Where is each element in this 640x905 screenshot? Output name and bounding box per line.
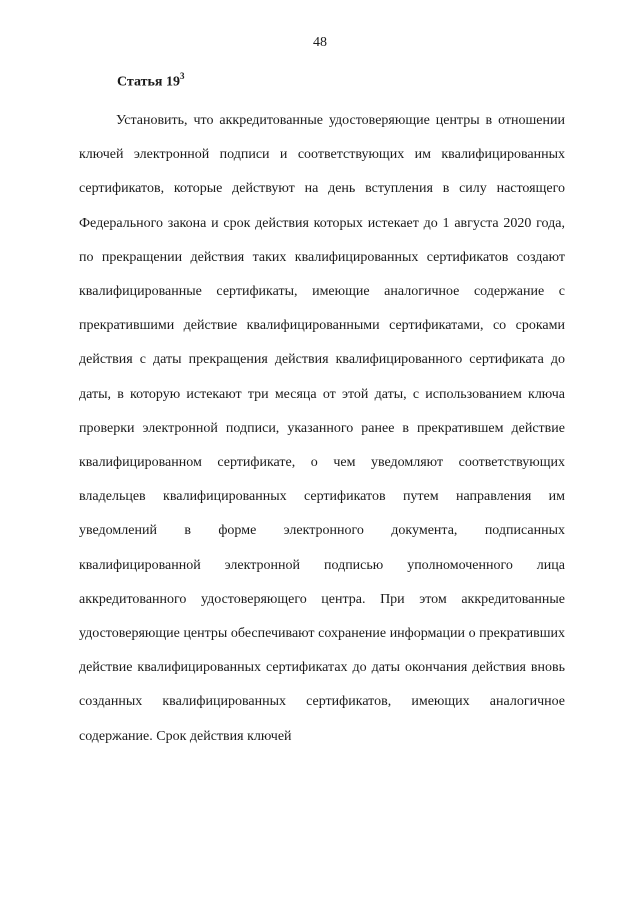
article-title: Статья 19 — [117, 74, 180, 90]
article-title-superscript: 3 — [179, 71, 185, 81]
page-number: 48 — [313, 35, 327, 50]
article-body: Установить, что аккредитованные удостоверяющие центры в отношении ключей электронной подписи и соответствующих им квалифицированных сертификатов, которые действуют на день вступления в силу настоящего Федерального закона и срок действия которых истекает до 1 августа 2020 года, по прекращении действия таких квалифицированных сертификатов создают квалифицированные сертификаты, имеющие аналогичное содержание с прекратившими действие квалифицированными сертификатами, со сроками действия с даты прекращения действия квалифицированного сертификата до даты, в которую истекают три месяца от этой даты, с использованием ключа проверки электронной подписи, указанного ранее в прекратившем действие квалифицированном сертификате, о чем уведомляют соответствующих владельцев квалифицированных сертификатов путем направления им уведомлений в форме электронного документа, подписанных квалифицированной электронной подписью уполномоченного лица аккредитованного удостоверяющего центра. При этом аккредитованные удостоверяющие центры обеспечивают сохранение информации о прекративших действие квалифицированных сертификатах до даты окончания действия вновь созданных квалифицированных сертификатов, имеющих аналогичное содержание. Срок действия ключей — [79, 113, 565, 744]
article-heading — [117, 72, 184, 91]
